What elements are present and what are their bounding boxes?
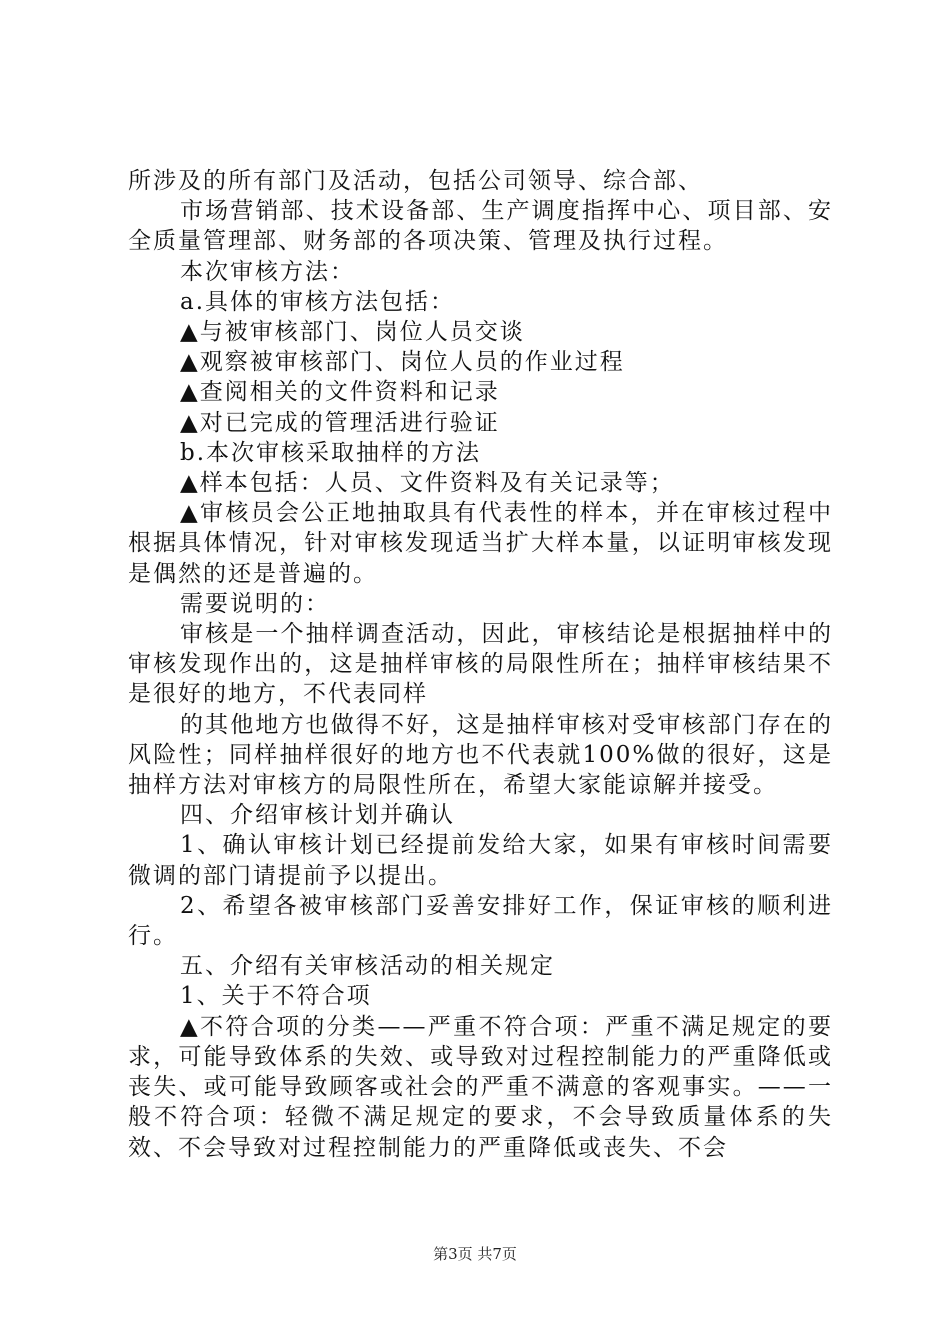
paragraph: a.具体的审核方法包括：	[180, 288, 456, 315]
paragraph: ▲不符合项的分类——严重不符合项：严重不满足规定的要求，可能导致体系的失效、或导致对过程控制能力的严重降低或丧失、或可能导致顾客或社会的严重不满意的客观事实。——一般不符合项：轻微不满足规定的要求，不会导致质量体系的失效、不会导致对过程控制能力的严重降低或丧失、不会	[128, 1013, 833, 1161]
paragraph: 审核是一个抽样调查活动，因此，审核结论是根据抽样中的审核发现作出的，这是抽样审核的局限性所在；抽样审核结果不是很好的地方，不代表同样	[128, 621, 833, 708]
paragraph: 2、希望各被审核部门妥善安排好工作，保证审核的顺利进行。	[128, 892, 833, 950]
paragraph: b.本次审核采取抽样的方法	[180, 439, 482, 466]
paragraph: ▲样本包括：人员、文件资料及有关记录等；	[180, 470, 675, 497]
paragraph: 1、确认审核计划已经提前发给大家，如果有审核时间需要微调的部门请提前予以提出。	[128, 832, 833, 889]
paragraph: 的其他地方也做得不好，这是抽样审核对受审核部门存在的风险性；同样抽样很好的地方也不代表就100%做的很好，这是抽样方法对审核方的局限性所在，希望大家能谅解并接受。	[128, 711, 833, 799]
page-footer: 第3页 共7页	[433, 1245, 517, 1263]
paragraph: 本次审核方法：	[180, 258, 355, 285]
paragraph: 需要说明的：	[180, 590, 330, 617]
paragraph: 市场营销部、技术设备部、生产调度指挥中心、项目部、安全质量管理部、财务部的各项决策、管理及执行过程。	[128, 198, 833, 255]
paragraph: ▲查阅相关的文件资料和记录	[180, 379, 500, 406]
paragraph: ▲与被审核部门、岗位人员交谈	[180, 319, 525, 346]
paragraph: 所涉及的所有部门及活动，包括公司领导、综合部、	[128, 168, 703, 194]
paragraph: 四、介绍审核计划并确认	[180, 802, 455, 829]
paragraph: ▲对已完成的管理活进行验证	[180, 409, 500, 436]
paragraph: ▲审核员会公正地抽取具有代表性的样本，并在审核过程中根据具体情况，针对审核发现适当扩大样本量，以证明审核发现是偶然的还是普遍的。	[128, 500, 833, 587]
document-body	[128, 166, 833, 1163]
paragraph: 1、关于不符合项	[180, 983, 372, 1010]
paragraph: ▲观察被审核部门、岗位人员的作业过程	[180, 349, 625, 376]
paragraph: 五、介绍有关审核活动的相关规定	[180, 953, 555, 980]
